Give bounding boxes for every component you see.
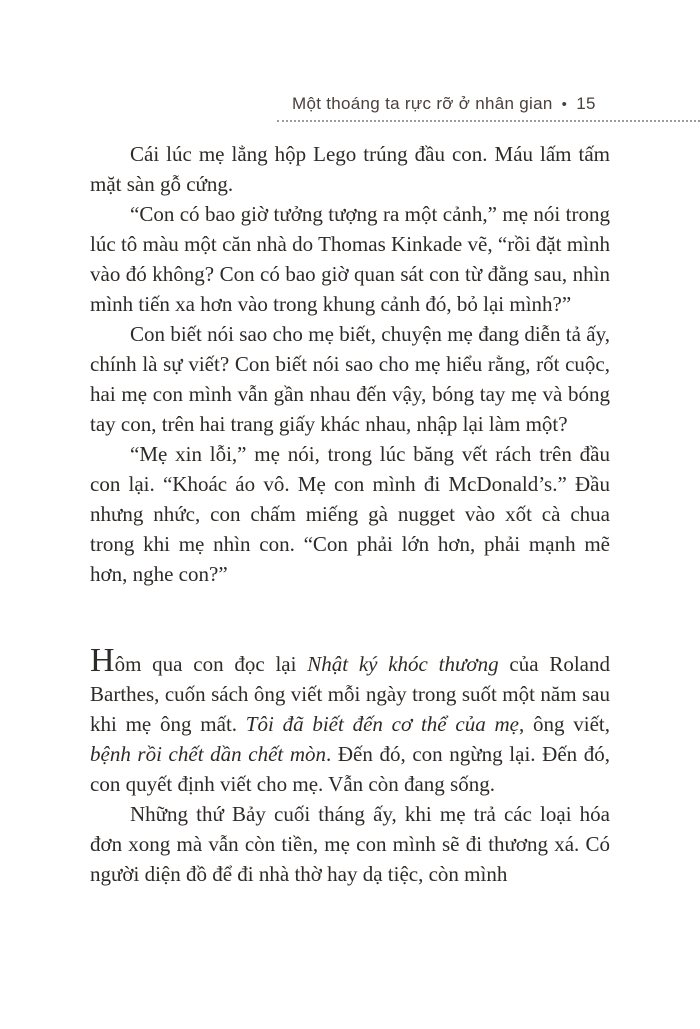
text-segment: “Mẹ xin lỗi,” mẹ nói, trong lúc băng vết rách trên đầu con lại. “Khoác áo vô. Mẹ con mình đi McDonald’s.” Đầu nhưng nhức, con chấm miếng gà nugget vào xốt cà chua trong khi mẹ nhìn con. “Con phải lớn hơn, phải mạnh mẽ hơn, nghe con?” — [90, 442, 610, 586]
page-header — [292, 94, 596, 114]
paragraph — [90, 199, 610, 319]
running-title: Một thoáng ta rực rỡ ở nhân gian — [292, 94, 553, 113]
text-segment: “Con có bao giờ tưởng tượng ra một cảnh,” mẹ nói trong lúc tô màu một căn nhà do Thomas Kinkade vẽ, “rồi đặt mình vào đó không? Con có bao giờ quan sát con từ đằng sau, nhìn mình tiến xa hơn vào trong khung cảnh đó, bỏ lại mình?” — [90, 202, 610, 316]
paragraph — [90, 139, 610, 199]
separator-dot-icon: • — [561, 96, 568, 113]
paragraph — [90, 799, 610, 889]
text-segment: Tôi đã biết đến cơ thể của mẹ — [245, 712, 519, 736]
paragraph — [90, 439, 610, 589]
text-block — [90, 139, 610, 889]
text-segment: Nhật ký khóc thương — [307, 652, 499, 676]
text-segment: , ông viết, — [518, 712, 610, 736]
text-segment: bệnh rồi chết dần chết mòn — [90, 742, 327, 766]
text-segment: ôm qua con đọc lại — [114, 652, 308, 676]
text-segment: Con biết nói sao cho mẹ biết, chuyện mẹ đang diễn tả ấy, chính là sự viết? Con biết nói sao cho mẹ hiểu rằng, rốt cuộc, hai mẹ con mình vẫn gần nhau đến vậy, bóng tay mẹ và bóng tay con, trên hai trang giấy khác nhau, nhập lại làm một? — [90, 322, 610, 436]
header-divider — [277, 120, 700, 122]
text-segment: Những thứ Bảy cuối tháng ấy, khi mẹ trả các loại hóa đơn xong mà vẫn còn tiền, mẹ con mình sẽ đi thương xá. Có người diện đồ để đi nhà thờ hay dạ tiệc, còn mình — [90, 802, 610, 886]
text-segment: . Đến đó, con ngừng lại. Đến đó, con quyết định viết cho mẹ. Vẫn còn đang sống. — [90, 742, 610, 796]
drop-cap: H — [90, 642, 115, 679]
page-number: 15 — [576, 94, 596, 113]
paragraph — [90, 319, 610, 439]
text-segment: của Roland Barthes, cuốn sách ông viết mỗi ngày trong suốt một năm sau khi mẹ ông mất. — [90, 652, 610, 736]
text-segment: Cái lúc mẹ lẳng hộp Lego trúng đầu con. Máu lấm tấm mặt sàn gỗ cứng. — [90, 142, 610, 196]
paragraph — [90, 642, 610, 799]
